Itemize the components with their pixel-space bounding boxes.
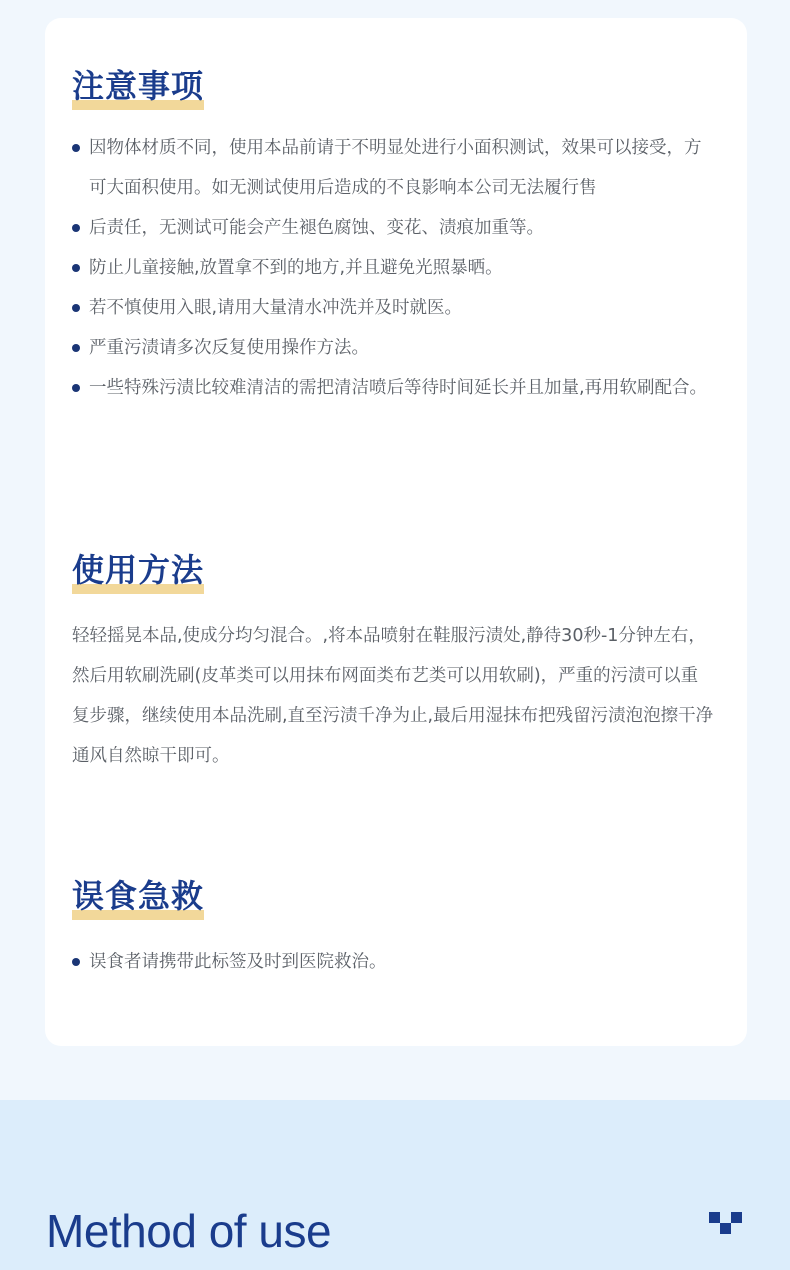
- list-item: 因物体材质不同，使用本品前请于不明显处进行小面积测试，效果可以接受，方可大面积使用。如无测试使用后造成的不良影响本公司无法履行售: [72, 128, 715, 208]
- precautions-heading: 注意事项: [72, 66, 204, 106]
- usage-section: [72, 550, 715, 776]
- bullet-dot-icon: [72, 264, 80, 272]
- precautions-section: [72, 66, 715, 408]
- list-item: 严重污渍请多次反复使用操作方法。: [72, 328, 715, 368]
- bullet-dot-icon: [72, 144, 80, 152]
- list-item: 后责任，无测试可能会产生褪色腐蚀、变花、渍痕加重等。: [72, 208, 715, 248]
- bullet-dot-icon: [72, 958, 80, 966]
- pixel-grid-icon: [709, 1212, 743, 1236]
- first-aid-section: [72, 876, 715, 982]
- first-aid-heading: 误食急救: [72, 876, 204, 916]
- instructions-card: [45, 18, 747, 1046]
- bullet-dot-icon: [72, 384, 80, 392]
- footer-banner: [0, 1100, 790, 1270]
- usage-text: 轻轻摇晃本品,使成分均匀混合。,将本品喷射在鞋服污渍处,静待30秒-1分钟左右，然后用软刷洗刷(皮革类可以用抹布网面类布艺类可以用软刷)，严重的污渍可以重复步骤，继续使用本品洗刷,直至污渍千净为止,最后用湿抹布把残留污渍泡泡擦干净通风自然晾干即可。: [72, 626, 714, 766]
- first-aid-list: [72, 942, 715, 982]
- list-item: 一些特殊污渍比较难清洁的需把清洁喷后等待时间延长并且加量,再用软刷配合。: [72, 368, 715, 408]
- precautions-list: [72, 128, 715, 408]
- footer-title: Method of use: [46, 1205, 332, 1257]
- bullet-dot-icon: [72, 224, 80, 232]
- list-item: 若不慎使用入眼,请用大量清水冲洗并及时就医。: [72, 288, 715, 328]
- usage-heading: 使用方法: [72, 550, 204, 590]
- bullet-dot-icon: [72, 344, 80, 352]
- bullet-dot-icon: [72, 304, 80, 312]
- list-item: 防止儿童接触,放置拿不到的地方,并且避免光照暴晒。: [72, 248, 715, 288]
- list-item: 误食者请携带此标签及时到医院救治。: [72, 942, 715, 982]
